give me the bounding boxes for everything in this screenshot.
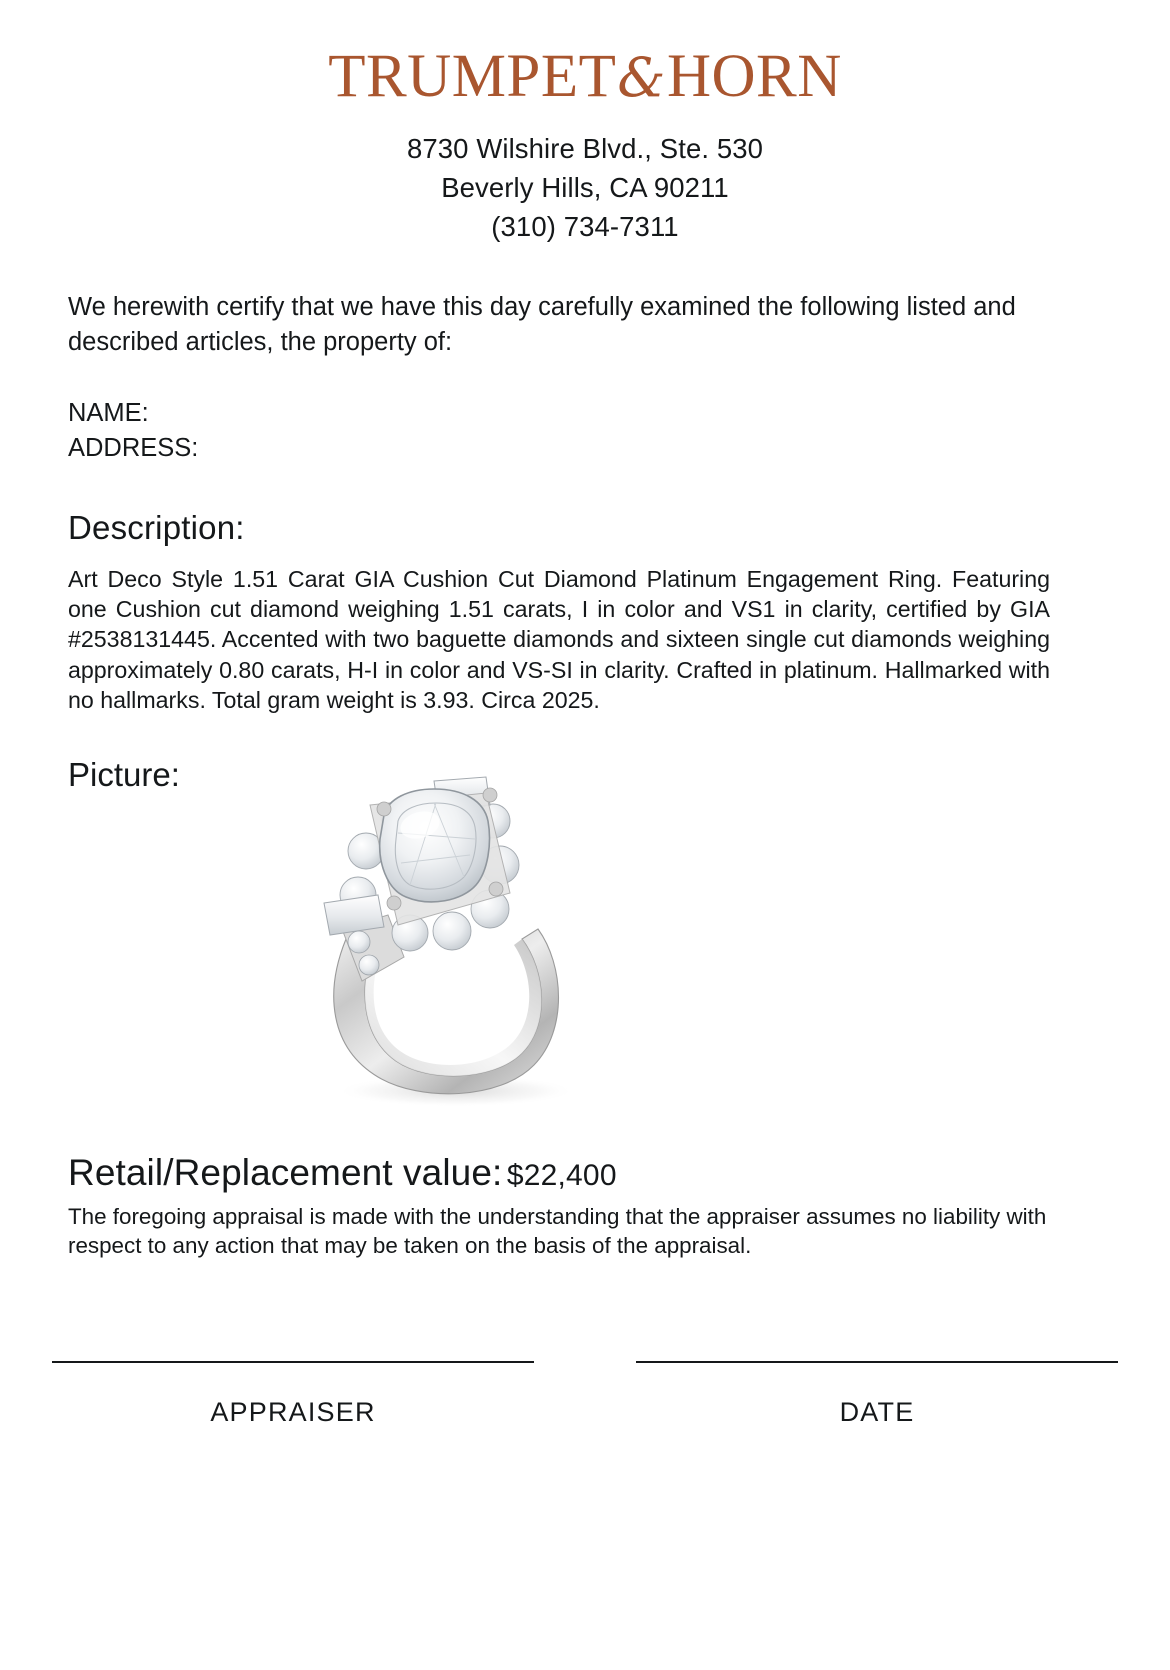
brand-name-left: TRUMPET [328, 43, 617, 110]
picture-block [68, 755, 1102, 1130]
retail-value-label: Retail/Replacement value: [68, 1152, 503, 1194]
address-label: ADDRESS: [68, 434, 199, 462]
address-city-state-zip: Beverly Hills, CA 90211 [441, 172, 729, 203]
date-label: DATE [839, 1397, 915, 1427]
description-text: Art Deco Style 1.51 Carat GIA Cushion Cut Diamond Platinum Engagement Ring. Featuring one Cushion cut diamond weighing 1.51 carats, I in color and VS1 in clarity, certified by GIA #2538131445. Accented with two baguette diamonds and sixteen single cut diamonds weighing approximately 0.80 carats, H-I in color and VS-SI in clarity. Crafted in platinum. Hallmarked with no hallmarks. Total gram weight is 3.93. Circa 2025. [68, 566, 1050, 713]
client-fields [68, 396, 1102, 466]
retail-value-amount: $22,400 [506, 1159, 617, 1193]
appraiser-signature-line[interactable] [52, 1361, 534, 1363]
signature-rules [52, 1361, 1118, 1363]
certification-statement: We herewith certify that we have this day carefully examined the following listed and described articles, the property of: [68, 293, 1016, 356]
retail-value-line [68, 1150, 1102, 1196]
address-street: 8730 Wilshire Blvd., Ste. 530 [407, 133, 763, 164]
company-logo [68, 0, 1102, 110]
company-phone: (310) 734-7311 [491, 211, 679, 242]
picture-heading: Picture: [68, 756, 180, 794]
ampersand-glyph: & [617, 46, 666, 109]
company-address [68, 129, 1102, 246]
appraiser-label: APPRAISER [210, 1397, 376, 1427]
name-label: NAME: [68, 399, 149, 427]
date-signature-line[interactable] [636, 1361, 1118, 1363]
description-heading: Description: [68, 509, 245, 546]
signature-footer [52, 1361, 1118, 1428]
address-field [68, 431, 1102, 466]
liability-disclaimer: The foregoing appraisal is made with the understanding that the appraiser assumes no liability with respect to any action that may be taken on the basis of the appraisal. [68, 1204, 1047, 1259]
ring-photo [238, 743, 668, 1118]
name-field [68, 396, 1102, 431]
signature-labels [52, 1397, 1118, 1428]
brand-name-right: HORN [666, 43, 842, 110]
